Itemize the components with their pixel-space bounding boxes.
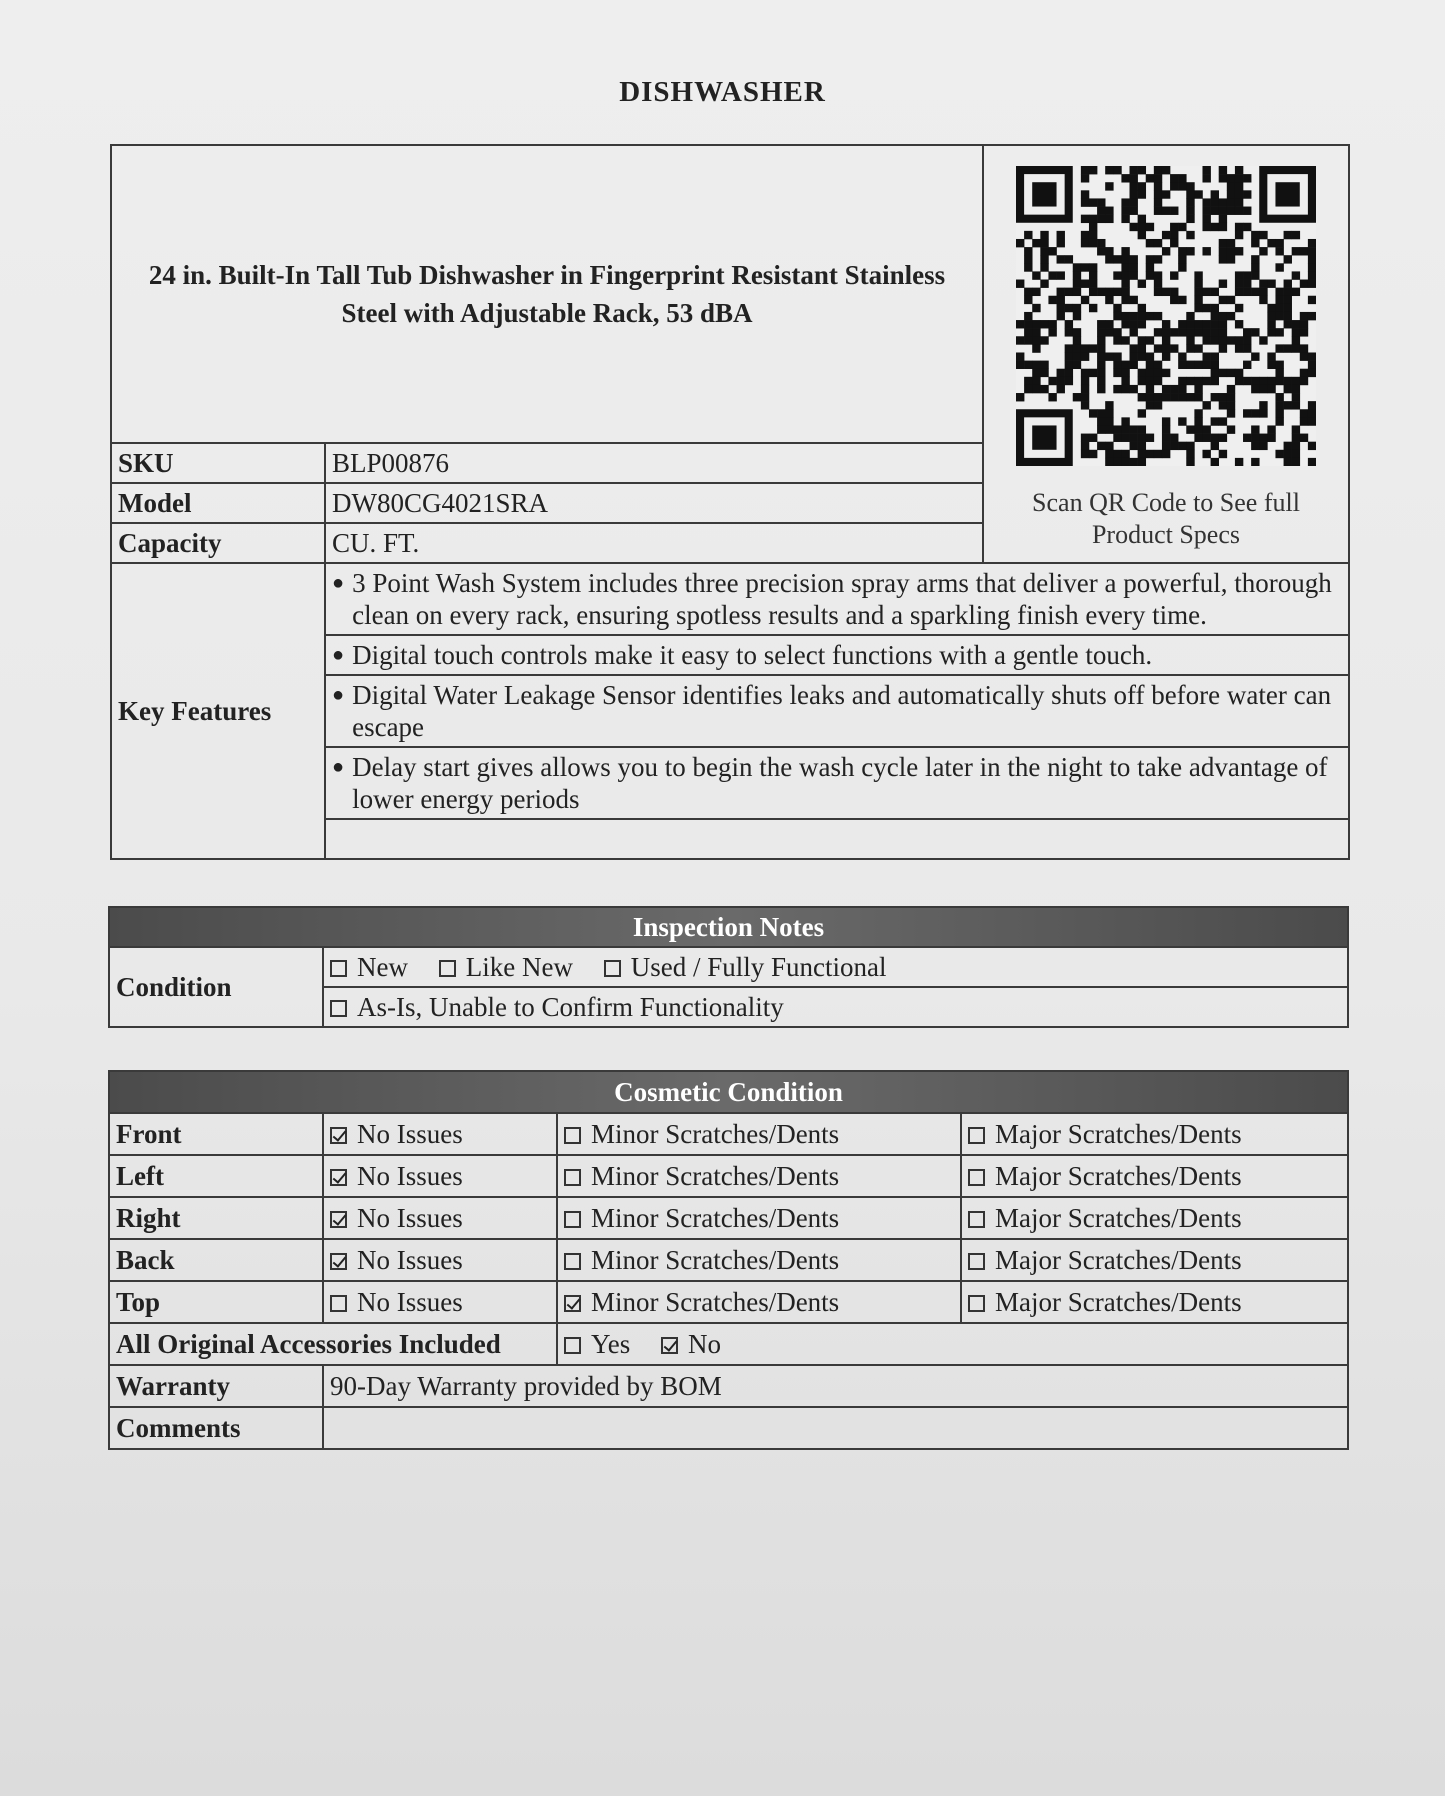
option-label: Major Scratches/Dents [995, 1118, 1242, 1149]
condition-option-as-is[interactable] [330, 992, 784, 1022]
cosmetic-row-label: Back [109, 1239, 323, 1281]
cosmetic-row-front [109, 1113, 1348, 1155]
spec-label: Capacity [111, 523, 325, 563]
option-label: Minor Scratches/Dents [591, 1202, 840, 1233]
comments-field[interactable] [323, 1407, 1348, 1449]
feature-text: 3 Point Wash System includes three precision spray arms that deliver a powerful, thorough clean on every rack, ensuring spotless results and a sparkling finish every time. [352, 568, 1332, 630]
cosmetic-option-cell[interactable] [961, 1281, 1348, 1323]
inspection-notes-table [108, 906, 1349, 1028]
cosmetic-row-label: Left [109, 1155, 323, 1197]
condition-option-used[interactable] [604, 952, 887, 982]
feature-text: Digital Water Leakage Sensor identifies leaks and automatically shuts off before water can escape [352, 680, 1332, 742]
cosmetic-row-back [109, 1239, 1348, 1281]
cosmetic-row-label: Top [109, 1281, 323, 1323]
condition-option-new[interactable] [330, 952, 408, 982]
cosmetic-option-cell[interactable] [323, 1197, 557, 1239]
cosmetic-option-cell[interactable] [323, 1239, 557, 1281]
bullet-icon: ● [332, 644, 345, 666]
option-label: No [688, 1328, 722, 1359]
cosmetic-option-cell[interactable] [323, 1113, 557, 1155]
cosmetic-option-cell[interactable] [557, 1155, 961, 1197]
option-label: Minor Scratches/Dents [591, 1118, 840, 1149]
feature-text: Digital touch controls make it easy to select functions with a gentle touch. [352, 640, 1153, 670]
cosmetic-option-cell[interactable] [961, 1197, 1348, 1239]
spec-value-capacity: CU. FT. [325, 523, 983, 563]
condition-label: Condition [109, 947, 323, 1027]
condition-option-like-new[interactable] [439, 952, 573, 982]
cosmetic-header: Cosmetic Condition [109, 1071, 1348, 1113]
checkbox-icon[interactable] [968, 1253, 985, 1270]
cosmetic-option-cell[interactable] [557, 1239, 961, 1281]
checkbox-icon[interactable] [604, 960, 621, 977]
checkbox-icon[interactable] [968, 1211, 985, 1228]
option-label: Major Scratches/Dents [995, 1286, 1242, 1317]
bullet-icon: ● [332, 756, 345, 778]
checkbox-icon[interactable] [330, 1000, 347, 1017]
warranty-value: 90-Day Warranty provided by BOM [323, 1365, 1348, 1407]
checkbox-icon[interactable] [330, 960, 347, 977]
feature-item [325, 635, 1349, 675]
cosmetic-option-cell[interactable] [557, 1281, 961, 1323]
cosmetic-condition-table [108, 1070, 1349, 1450]
feature-item [325, 563, 1349, 635]
warranty-label: Warranty [109, 1365, 323, 1407]
cosmetic-option-cell[interactable] [961, 1239, 1348, 1281]
condition-options [323, 987, 1348, 1027]
accessories-label: All Original Accessories Included [109, 1323, 557, 1365]
checkbox-icon[interactable] [564, 1127, 581, 1144]
product-headline: 24 in. Built-In Tall Tub Dishwasher in Fingerprint Resistant Stainless Steel with Adjustable Rack, 53 dBA [111, 145, 983, 443]
checkbox-icon[interactable] [564, 1211, 581, 1228]
comments-label: Comments [109, 1407, 323, 1449]
option-label: As-Is, Unable to Confirm Functionality [357, 991, 784, 1022]
option-label: No Issues [357, 1118, 463, 1149]
cosmetic-option-cell[interactable] [323, 1281, 557, 1323]
spec-value-sku: BLP00876 [325, 443, 983, 483]
accessories-options [557, 1323, 1348, 1365]
cosmetic-option-cell[interactable] [323, 1155, 557, 1197]
option-label: Major Scratches/Dents [995, 1244, 1242, 1275]
qr-code-cell [983, 145, 1349, 563]
feature-item [325, 675, 1349, 747]
option-label: No Issues [357, 1202, 463, 1233]
checkbox-icon[interactable] [330, 1253, 347, 1270]
option-label: No Issues [357, 1286, 463, 1317]
feature-item [325, 747, 1349, 819]
spec-label: Model [111, 483, 325, 523]
feature-empty-row [325, 819, 1349, 859]
option-label: Major Scratches/Dents [995, 1160, 1242, 1191]
checkbox-icon[interactable] [330, 1169, 347, 1186]
option-label: No Issues [357, 1244, 463, 1275]
checkbox-icon[interactable] [968, 1127, 985, 1144]
cosmetic-option-cell[interactable] [961, 1113, 1348, 1155]
condition-options [323, 947, 1348, 987]
feature-text: Delay start gives allows you to begin the wash cycle later in the night to take advantage of lower energy periods [352, 752, 1328, 814]
option-label: Yes [591, 1328, 631, 1359]
bullet-icon: ● [332, 572, 345, 594]
checkbox-icon[interactable] [661, 1337, 678, 1354]
cosmetic-row-right [109, 1197, 1348, 1239]
checkbox-icon[interactable] [564, 1295, 581, 1312]
accessories-option-yes[interactable] [564, 1329, 630, 1359]
cosmetic-option-cell[interactable] [557, 1197, 961, 1239]
bullet-icon: ● [332, 684, 345, 706]
option-label: Minor Scratches/Dents [591, 1244, 840, 1275]
option-label: New [357, 951, 408, 982]
checkbox-icon[interactable] [564, 1337, 581, 1354]
checkbox-icon[interactable] [330, 1211, 347, 1228]
checkbox-icon[interactable] [968, 1295, 985, 1312]
option-label: Minor Scratches/Dents [591, 1160, 840, 1191]
accessories-option-no[interactable] [661, 1329, 721, 1359]
checkbox-icon[interactable] [564, 1253, 581, 1270]
qr-caption: Scan QR Code to See full Product Specs [1032, 488, 1300, 549]
checkbox-icon[interactable] [330, 1127, 347, 1144]
checkbox-icon[interactable] [564, 1169, 581, 1186]
checkbox-icon[interactable] [439, 960, 456, 977]
option-label: No Issues [357, 1160, 463, 1191]
page-title: DISHWASHER [619, 76, 826, 108]
checkbox-icon[interactable] [968, 1169, 985, 1186]
cosmetic-option-cell[interactable] [961, 1155, 1348, 1197]
cosmetic-row-top [109, 1281, 1348, 1323]
key-features-label: Key Features [111, 563, 325, 859]
checkbox-icon[interactable] [330, 1295, 347, 1312]
option-label: Used / Fully Functional [630, 951, 887, 982]
cosmetic-row-label: Front [109, 1113, 323, 1155]
option-label: Minor Scratches/Dents [591, 1286, 840, 1317]
option-label: Major Scratches/Dents [995, 1202, 1242, 1233]
product-info-table [110, 144, 1350, 860]
option-label: Like New [465, 951, 573, 982]
cosmetic-row-label: Right [109, 1197, 323, 1239]
spec-label: SKU [111, 443, 325, 483]
qr-code-image[interactable] [1016, 166, 1316, 466]
cosmetic-option-cell[interactable] [557, 1113, 961, 1155]
spec-value-model: DW80CG4021SRA [325, 483, 983, 523]
cosmetic-row-left [109, 1155, 1348, 1197]
inspection-header: Inspection Notes [109, 907, 1348, 947]
